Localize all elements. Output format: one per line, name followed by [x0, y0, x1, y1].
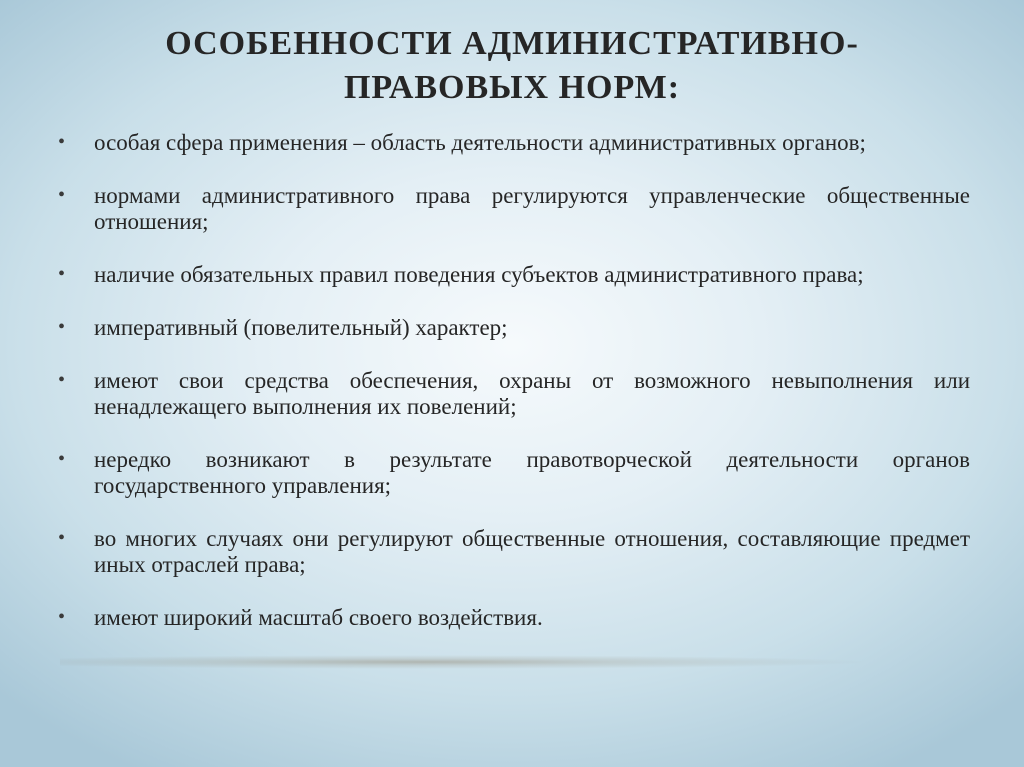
bullet-icon: •	[58, 369, 66, 391]
list-item	[58, 526, 970, 578]
list-item	[58, 262, 970, 288]
list-item-text: императивный (повелительный) характер;	[94, 315, 508, 340]
slide-title	[40, 22, 984, 110]
bullet-icon: •	[58, 448, 66, 470]
list-item	[58, 368, 970, 420]
list-item-text: нередко возникают в результате правотворческой деятельности органов государственного управления;	[94, 447, 970, 498]
list-item	[58, 315, 970, 341]
list-item	[58, 605, 970, 631]
decorative-shadow	[60, 655, 960, 669]
bullet-icon: •	[58, 316, 66, 338]
bullet-icon: •	[58, 606, 66, 628]
bullet-icon: •	[58, 527, 66, 549]
list-item-text: имеют свои средства обеспечения, охраны от возможного невыполнения или ненадлежащего выполнения их повелений;	[94, 368, 970, 419]
bullet-icon: •	[58, 263, 66, 285]
list-item-text: нормами административного права регулируются управленческие общественные отношения;	[94, 183, 970, 234]
list-item-text: наличие обязательных правил поведения субъектов административного права;	[94, 262, 864, 287]
list-item-text: имеют широкий масштаб своего воздействия.	[94, 605, 543, 630]
list-item-text: во многих случаях они регулируют общественные отношения, составляющие предмет иных отраслей права;	[94, 526, 970, 577]
list-item	[58, 447, 970, 499]
list-item	[58, 183, 970, 235]
bullet-icon: •	[58, 131, 66, 153]
bullet-icon: •	[58, 184, 66, 206]
slide-title-line2: ПРАВОВЫХ НОРМ:	[343, 69, 681, 106]
slide-title-line1: ОСОБЕННОСТИ АДМИНИСТРАТИВНО-	[165, 25, 859, 62]
list-item-text: особая сфера применения – область деятельности административных органов;	[94, 130, 866, 155]
bullet-list	[58, 130, 970, 658]
list-item	[58, 130, 970, 156]
